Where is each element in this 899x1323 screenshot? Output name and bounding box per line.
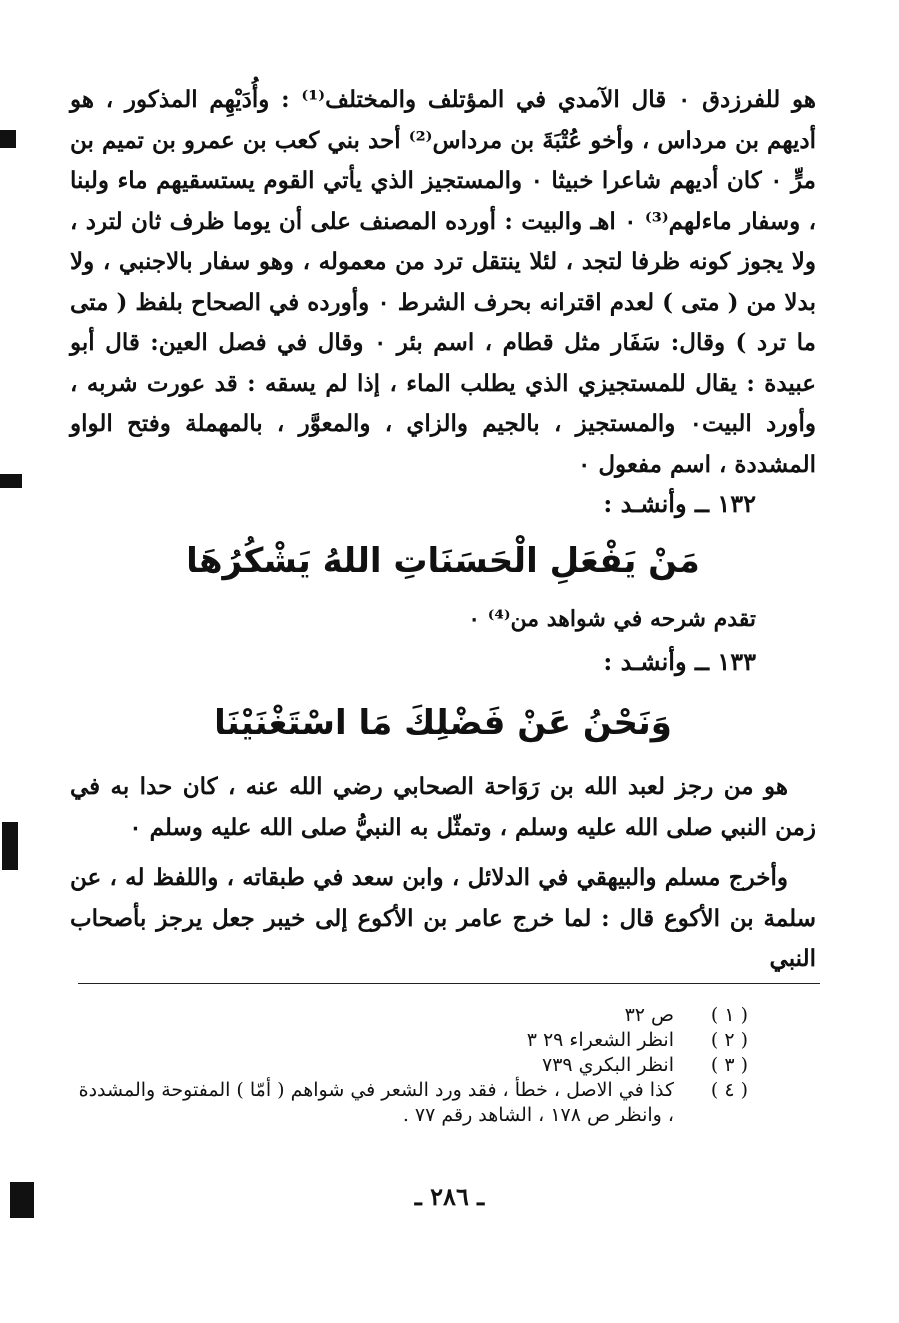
footnote-text: انظر الشعراء ٢٩ ٣ bbox=[526, 1029, 674, 1051]
footnote-divider bbox=[78, 983, 820, 984]
footnote-number: ( ١ ) bbox=[710, 1004, 748, 1026]
verse-note-132: تقدم شرحه في شواهد من⁽⁴⁾ ٠ bbox=[468, 606, 756, 632]
page-body bbox=[70, 80, 816, 980]
footnote-1 bbox=[78, 1003, 748, 1028]
binding-mark bbox=[0, 130, 16, 148]
footnote-number: ( ٢ ) bbox=[710, 1029, 748, 1051]
footnote-text: كذا في الاصل ، خطأ ، فقد ورد الشعر في شواهم ( أمّا ) المفتوحة والمشددة ، وانظر ص ١٧٨ ، الشاهد رقم ٧٧ . bbox=[78, 1079, 674, 1126]
binding-mark bbox=[2, 822, 18, 870]
footnote-2 bbox=[78, 1028, 748, 1053]
footnote-4 bbox=[78, 1078, 748, 1128]
verse-133: وَنَحْنُ عَنْ فَضْلِكَ مَا اسْتَغْنَيْنَا bbox=[214, 703, 672, 743]
binding-mark bbox=[10, 1182, 34, 1218]
footnote-text: ص ٣٢ bbox=[624, 1004, 674, 1026]
verse-132: مَنْ يَفْعَلِ الْحَسَنَاتِ اللهُ يَشْكُرُهَا bbox=[186, 541, 700, 581]
footnote-number: ( ٤ ) bbox=[710, 1079, 748, 1101]
footnote-text: انظر البكري ٧٣٩ bbox=[542, 1054, 674, 1076]
paragraph-commentary-133-cont: وأخرج مسلم والبيهقي في الدلائل ، وابن سعد في طبقاته ، واللفظ له ، عن سلمة بن الأكوع قال : لما خرج عامر بن الأكوع إلى خيبر جعل يرجز بأصحاب النبي bbox=[70, 864, 816, 972]
binding-mark bbox=[0, 474, 22, 488]
page-number: ـ ٢٨٦ ـ bbox=[414, 1182, 485, 1211]
paragraph-commentary-131: هو للفرزدق ٠ قال الآمدي في المؤتلف والمختلف⁽¹⁾ : وأُدَيْهِم المذكور ، هو أديهم بن مرداس ، وأخو عُتْبَةَ بن مرداس⁽²⁾ أحد بني كعب بن عمرو بن تميم بن مرٍّ ٠ كان أديهم شاعرا خبيثا ٠ والمستجيز الذي يأتي القوم يستسقيهم ماء ولبنا ، وسفار ماءلهم⁽³⁾ ٠ اهـ والبيت : أورده المصنف على أن يوما ظرف ثان لترد ، ولا يجوز كونه ظرفا لتجد ، لئلا ينتقل ترد من معموله ، وهو سفار بالاجنبي ، ولا بدلا من ( متى ) لعدم اقترانه بحرف الشرط ٠ وأورده في الصحاح بلفظ ( متى ما ترد ) وقال: سَفَار مثل قطام ، اسم بئر ٠ وقال في فصل العين: قال أبو عبيدة : يقال للمستجيزي الذي يطلب الماء ، إذا لم يسقه : قد عورت شربه ، وأورد البيت٠ والمستجيز ، بالجيم والزاي ، والمعوَّر ، بالمهملة وفتح الواو المشددة ، اسم مفعول ٠ bbox=[70, 86, 817, 478]
verse-heading-132: ١٣٢ ــ وأنشـد : bbox=[603, 489, 756, 518]
footnote-number: ( ٣ ) bbox=[710, 1054, 748, 1076]
footnote-3 bbox=[78, 1053, 748, 1078]
verse-heading-133: ١٣٣ ــ وأنشـد : bbox=[603, 647, 756, 676]
paragraph-commentary-133: هو من رجز لعبد الله بن رَوَاحة الصحابي رضي الله عنه ، كان حدا به في زمن النبي صلى الله عليه وسلم ، وتمثّل به النبيُّ صلى الله عليه وسلم ٠ bbox=[70, 773, 816, 841]
footnotes bbox=[78, 1003, 748, 1128]
